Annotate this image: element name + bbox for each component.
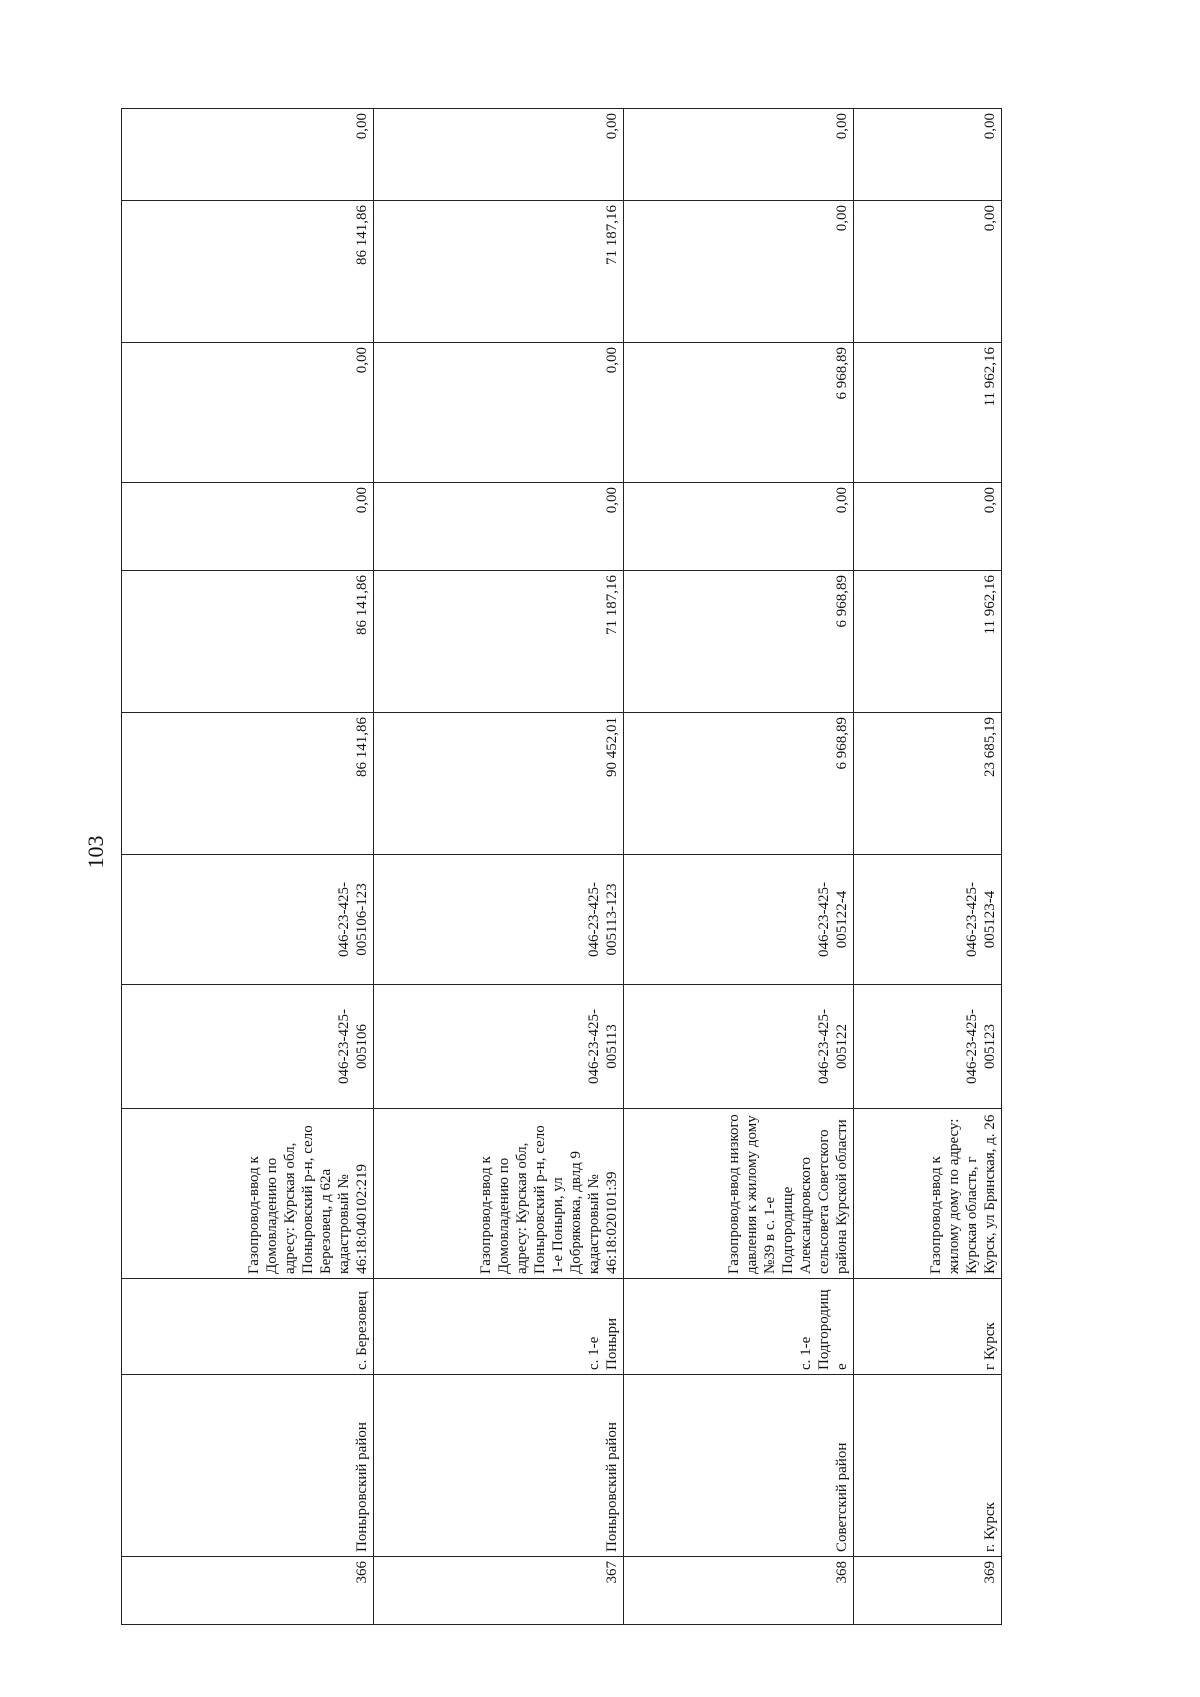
amount-cell: 6 968,89 [624, 571, 854, 713]
amount-cell: 0,00 [854, 109, 1002, 201]
amount-cell: 71 187,16 [374, 571, 624, 713]
amount-cell: 86 141,86 [122, 201, 374, 343]
district-cell: Поныровский район [374, 1375, 624, 1557]
amount-cell: 86 141,86 [122, 713, 374, 855]
amount-cell: 0,00 [854, 201, 1002, 343]
amount-cell: 90 452,01 [374, 713, 624, 855]
amount-cell: 0,00 [624, 483, 854, 571]
amount-cell: 0,00 [624, 201, 854, 343]
amount-cell: 0,00 [374, 109, 624, 201]
table-row [854, 109, 1002, 1625]
district-cell: Советский район [624, 1375, 854, 1557]
registry-table [121, 108, 1002, 1625]
description-cell: Газопровод-ввод к Домовладению по адресу: Курская обл, Поныровский р-н, село Березовец, д 62а кадастровый № 46:18:040102:219 [122, 1109, 374, 1279]
locality-cell: г Курск [854, 1279, 1002, 1375]
row-number: 367 [374, 1557, 624, 1625]
table-row [374, 109, 624, 1625]
amount-cell: 0,00 [624, 109, 854, 201]
card-number-cell: 046-23-425-005106-123 [122, 855, 374, 985]
amount-cell: 11 962,16 [854, 571, 1002, 713]
description-cell: Газопровод-ввод к жилому дому по адресу: Курская область, г Курск, ул Брянская, д. 26 [854, 1109, 1002, 1279]
amount-cell: 6 968,89 [624, 343, 854, 483]
locality-cell: с. Березовец [122, 1279, 374, 1375]
locality-cell: с. 1-е Поныри [374, 1279, 624, 1375]
row-number: 368 [624, 1557, 854, 1625]
amount-cell: 71 187,16 [374, 201, 624, 343]
page-number: 103 [83, 835, 108, 869]
inventory-number-cell: 046-23-425-005113 [374, 985, 624, 1109]
amount-cell: 0,00 [374, 343, 624, 483]
amount-cell: 11 962,16 [854, 343, 1002, 483]
card-number-cell: 046-23-425-005122-4 [624, 855, 854, 985]
inventory-number-cell: 046-23-425-005122 [624, 985, 854, 1109]
amount-cell: 23 685,19 [854, 713, 1002, 855]
description-cell: Газопровод-ввод низкого давления к жилому дому №39 в с. 1-е Подгородище Александровского сельсовета Советского района Курской области [624, 1109, 854, 1279]
inventory-number-cell: 046-23-425-005123 [854, 985, 1002, 1109]
table-row [624, 109, 854, 1625]
inventory-number-cell: 046-23-425-005106 [122, 985, 374, 1109]
description-cell: Газопровод-ввод к Домовладению по адресу: Курская обл, Поныровский р-н, село 1-е Поныри, ул Добряковка, двлд 9 кадастровый № 46:18:020101:39 [374, 1109, 624, 1279]
card-number-cell: 046-23-425-005113-123 [374, 855, 624, 985]
row-number: 369 [854, 1557, 1002, 1625]
amount-cell: 0,00 [122, 343, 374, 483]
row-number: 366 [122, 1557, 374, 1625]
card-number-cell: 046-23-425-005123-4 [854, 855, 1002, 985]
amount-cell: 86 141,86 [122, 571, 374, 713]
amount-cell: 0,00 [122, 483, 374, 571]
locality-cell: с. 1-е Подгородище [624, 1279, 854, 1375]
amount-cell: 0,00 [854, 483, 1002, 571]
rotated-table [121, 109, 1001, 1625]
table-row [122, 109, 374, 1625]
district-cell: г. Курск [854, 1375, 1002, 1557]
registry-table-container [121, 109, 1001, 1625]
amount-cell: 6 968,89 [624, 713, 854, 855]
amount-cell: 0,00 [374, 483, 624, 571]
district-cell: Поныровский район [122, 1375, 374, 1557]
amount-cell: 0,00 [122, 109, 374, 201]
